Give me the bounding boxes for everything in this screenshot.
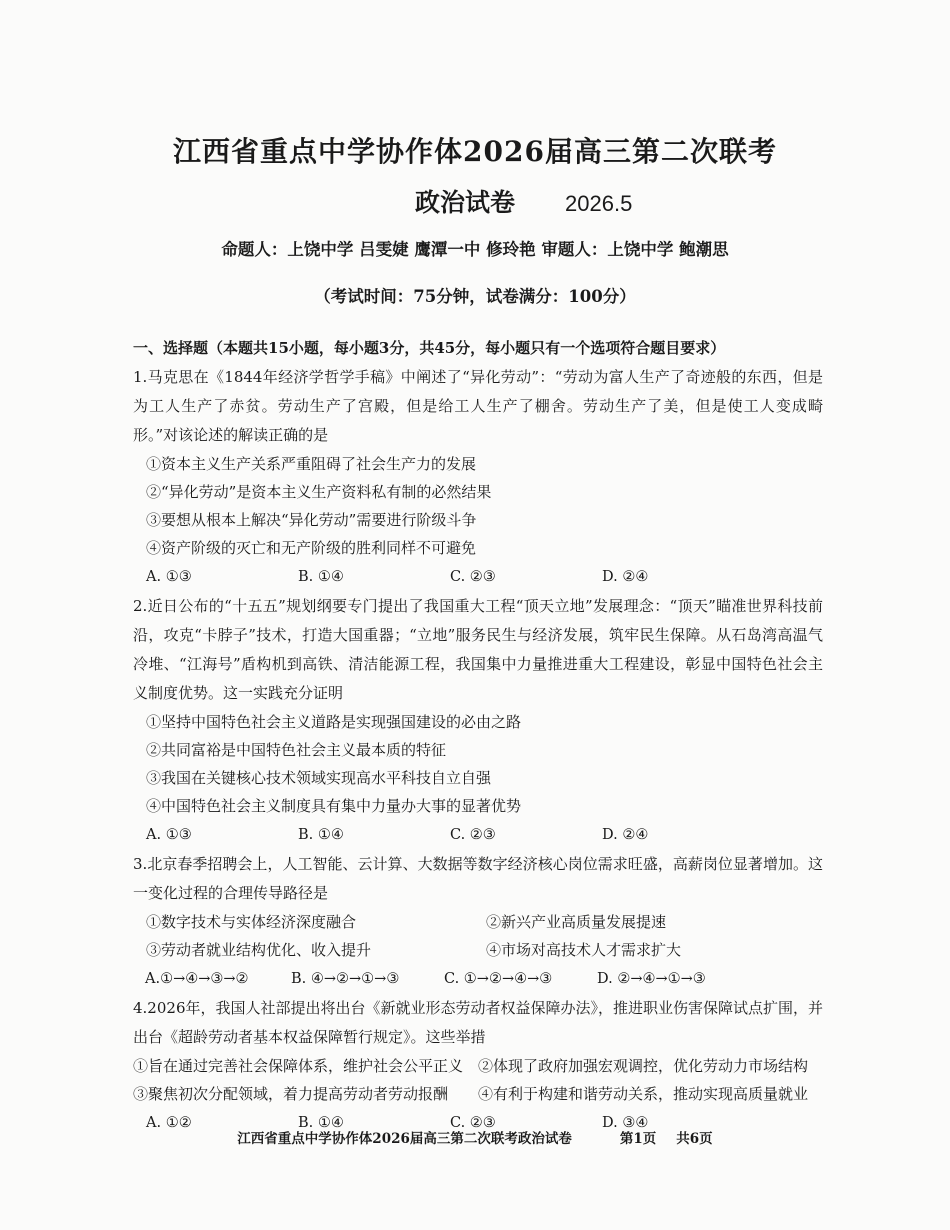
question-option: ④资产阶级的灭亡和无产阶级的胜利同样不可避免 — [146, 539, 477, 557]
question-option: ④中国特色社会主义制度具有集中力量办大事的显著优势 — [146, 797, 522, 815]
page-total: 共6页 — [676, 1131, 713, 1147]
question-option: ④有利于构建和谐劳动关系，推动实现高质量就业 — [478, 1085, 809, 1103]
choice-d: D. ②④ — [602, 827, 649, 843]
question-2 — [133, 592, 823, 850]
question-stem: 3.北京春季招聘会上，人工智能、云计算、大数据等数字经济核心岗位需求旺盛，高薪岗位显著增加。这一变化过程的合理传导路径是 — [133, 855, 823, 902]
question-stem: 1.马克思在《1844年经济学哲学手稿》中阐述了“异化劳动”：“劳动为富人生产了奇迹般的东西，但是为工人生产了赤贫。劳动生产了宫殿，但是给工人生产了棚舍。劳动生产了美，但是使工人变成畸形。”对该论述的解读正确的是 — [133, 368, 823, 444]
question-1 — [133, 363, 823, 592]
authors-line: 命题人：上饶中学 吕雯婕 鹰潭一中 修玲艳 审题人：上饶中学 鲍潮思 — [221, 240, 729, 259]
subject-label: 政治试卷 — [415, 188, 516, 217]
choice-c: C. ②③ — [450, 1115, 496, 1131]
question-option: ①资本主义生产关系严重阻碍了社会生产力的发展 — [146, 455, 477, 473]
choice-b: B. ④→②→①→③ — [291, 971, 400, 987]
answer-choices — [133, 820, 823, 850]
choice-c: C. ①→②→④→③ — [444, 971, 553, 987]
question-3 — [133, 850, 823, 994]
choice-a: A. ①③ — [146, 827, 192, 843]
choice-d: D. ②→④→①→③ — [597, 971, 706, 987]
question-4 — [133, 994, 823, 1138]
question-option: ②“异化劳动”是资本主义生产资料私有制的必然结果 — [146, 483, 492, 501]
question-option: ①数字技术与实体经济深度融合 — [146, 913, 357, 931]
exam-title: 江西省重点中学协作体2026届高三第二次联考 — [173, 135, 777, 168]
question-option: ③要想从根本上解决“异化劳动”需要进行阶级斗争 — [146, 511, 477, 529]
question-option: ②共同富裕是中国特色社会主义最本质的特征 — [146, 741, 447, 759]
option-grid — [133, 1052, 823, 1108]
question-option: ④市场对高技术人才需求扩大 — [486, 941, 682, 959]
choice-c: C. ②③ — [450, 569, 496, 585]
choice-a: A.①→④→③→② — [145, 971, 249, 987]
choice-b: B. ①④ — [298, 569, 344, 585]
answer-choices — [133, 562, 823, 592]
page-footer — [0, 1127, 950, 1147]
choice-a: A. ①③ — [146, 569, 192, 585]
question-option: ③我国在关键核心技术领域实现高水平科技自立自强 — [146, 769, 492, 787]
page-number: 第1页 — [619, 1131, 657, 1147]
exam-info: （考试时间：75分钟，试卷满分：100分） — [314, 287, 636, 306]
question-option: ②体现了政府加强宏观调控，优化劳动力市场结构 — [478, 1057, 809, 1075]
question-option: ①旨在通过完善社会保障体系，维护社会公平正义 — [133, 1057, 464, 1075]
footer-exam-name: 江西省重点中学协作体2026届高三第二次联考政治试卷 — [237, 1131, 572, 1147]
answer-choices — [133, 964, 823, 994]
choice-a: A. ①② — [146, 1115, 192, 1131]
exam-date: 2026.5 — [565, 191, 633, 216]
section-heading: 一、选择题（本题共15小题，每小题3分，共45分，每小题只有一个选项符合题目要求） — [133, 339, 726, 357]
question-option: ③聚焦初次分配领域，着力提高劳动者劳动报酬 — [133, 1085, 449, 1103]
choice-b: B. ①④ — [298, 827, 344, 843]
choice-b: B. ①④ — [298, 1115, 344, 1131]
question-content — [133, 333, 823, 1138]
choice-d: D. ②④ — [602, 569, 649, 585]
question-stem: 2.近日公布的“十五五”规划纲要专门提出了我国重大工程“顶天立地”发展理念：“顶天”瞄准世界科技前沿，攻克“卡脖子”技术，打造大国重器；“立地”服务民生与经济发展，筑牢民生保障。从石岛湾高温气冷堆、“江海号”盾构机到高铁、清洁能源工程，我国集中力量推进重大工程建设，彰显中国特色社会主义制度优势。这一实践充分证明 — [133, 597, 823, 702]
option-grid — [133, 908, 823, 964]
exam-subtitle — [415, 183, 632, 219]
question-option: ①坚持中国特色社会主义道路是实现强国建设的必由之路 — [146, 713, 522, 731]
question-option: ③劳动者就业结构优化、收入提升 — [146, 941, 372, 959]
question-option: ②新兴产业高质量发展提速 — [486, 913, 667, 931]
choice-d: D. ③④ — [602, 1115, 649, 1131]
question-stem: 4.2026年，我国人社部提出将出台《新就业形态劳动者权益保障办法》，推进职业伤害保障试点扩围，并出台《超龄劳动者基本权益保障暂行规定》。这些举措 — [133, 999, 823, 1046]
choice-c: C. ②③ — [450, 827, 496, 843]
